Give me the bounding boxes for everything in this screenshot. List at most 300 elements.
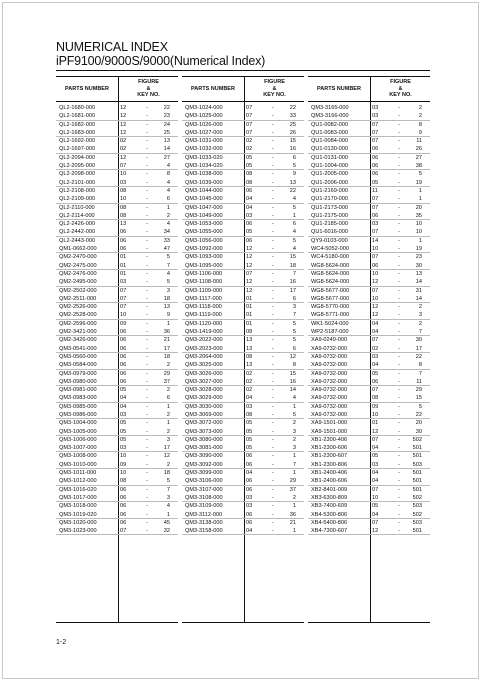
key-number-cell: 29 xyxy=(163,370,170,377)
part-number-cell: WG8-5624-000 xyxy=(311,270,350,277)
part-number-cell: QM3-1117-000 xyxy=(185,295,222,302)
part-number-cell: WC4-5052-000 xyxy=(311,246,349,253)
table-row xyxy=(308,311,430,319)
part-number-cell: QM3-1093-000 xyxy=(185,254,223,261)
figure-number-cell: 01 xyxy=(246,312,253,319)
table-row xyxy=(308,411,430,419)
separator-dash: - xyxy=(146,320,148,327)
figure-number-cell: 06 xyxy=(120,337,127,344)
part-number-cell: WG8-5770-000 xyxy=(311,304,350,311)
key-number-cell: 5 xyxy=(418,403,422,410)
figure-number-cell: 07 xyxy=(372,287,379,294)
key-number-cell: 5 xyxy=(292,320,296,327)
table-row xyxy=(56,361,178,369)
table-row xyxy=(182,187,304,195)
part-number-cell: QM3-0560-000 xyxy=(59,353,97,360)
part-number-cell: QL2-1697-000 xyxy=(59,146,96,153)
key-number-cell: 2 xyxy=(166,387,170,394)
figure-key-header xyxy=(371,77,430,101)
table-row xyxy=(308,162,430,170)
key-number-cell: 38 xyxy=(415,163,422,170)
separator-dash: - xyxy=(398,403,400,410)
figure-number-cell: 10 xyxy=(372,494,379,501)
figure-number-cell: 07 xyxy=(120,163,127,170)
key-number-cell: 34 xyxy=(163,229,170,236)
key-no-header-line: KEY NO. xyxy=(137,92,160,99)
separator-dash: - xyxy=(146,445,148,452)
table-row xyxy=(308,220,430,228)
table-row xyxy=(182,311,304,319)
separator-dash: - xyxy=(272,312,274,319)
table-row xyxy=(56,287,178,295)
table-row xyxy=(308,361,430,369)
part-number-cell: QM3-3027-000 xyxy=(185,378,223,385)
key-number-cell: 3 xyxy=(166,494,170,501)
table-row xyxy=(182,112,304,120)
separator-dash: - xyxy=(398,295,400,302)
key-number-cell: 37 xyxy=(163,378,170,385)
key-number-cell: 1 xyxy=(292,470,296,477)
part-number-cell: QL2-2114-000 xyxy=(59,212,95,219)
figure-number-cell: 07 xyxy=(372,337,379,344)
figure-number-cell: 03 xyxy=(246,494,253,501)
part-number-cell: QU1-2169-000 xyxy=(311,187,349,194)
figure-number-cell: 04 xyxy=(246,470,253,477)
key-number-cell: 19 xyxy=(415,179,422,186)
table-row xyxy=(182,320,304,328)
part-number-cell: XB1-2300-607 xyxy=(311,453,348,460)
key-number-cell: 6 xyxy=(292,295,296,302)
figure-number-cell: 05 xyxy=(120,420,127,427)
figure-key-header xyxy=(245,77,304,101)
figure-number-cell: 03 xyxy=(372,353,379,360)
table-row xyxy=(308,461,430,469)
part-number-cell: QM3-0979-000 xyxy=(59,370,97,377)
key-number-cell: 18 xyxy=(163,295,170,302)
separator-dash: - xyxy=(272,511,274,518)
separator-dash: - xyxy=(272,196,274,203)
part-number-cell: QL2-2109-000 xyxy=(59,196,96,203)
table-row xyxy=(56,403,178,411)
separator-dash: - xyxy=(272,387,274,394)
table-row xyxy=(56,245,178,253)
figure-number-cell: 06 xyxy=(120,370,127,377)
key-number-cell: 6 xyxy=(292,154,296,161)
table-row xyxy=(182,411,304,419)
figure-number-cell: 07 xyxy=(120,528,127,535)
key-number-cell: 10 xyxy=(415,221,422,228)
separator-dash: - xyxy=(272,486,274,493)
part-number-cell: QM2-3421-000 xyxy=(59,329,97,336)
key-number-cell: 501 xyxy=(412,478,422,485)
part-number-cell: QM3-1023-000 xyxy=(59,528,97,535)
page-subtitle: iPF9100/9000S/9000(Numerical Index) xyxy=(56,54,266,68)
separator-dash: - xyxy=(398,229,400,236)
part-number-cell: QL2-2110-000 xyxy=(59,204,95,211)
key-number-cell: 5 xyxy=(292,411,296,418)
table-row xyxy=(56,502,178,510)
figure-number-cell: 10 xyxy=(120,171,127,178)
table-row xyxy=(56,370,178,378)
table-row xyxy=(308,253,430,261)
separator-dash: - xyxy=(272,362,274,369)
separator-dash: - xyxy=(398,154,400,161)
table-row xyxy=(182,179,304,187)
figure-number-cell: 06 xyxy=(372,163,379,170)
part-number-cell: QM3-0980-000 xyxy=(59,378,97,385)
key-number-cell: 9 xyxy=(292,171,296,178)
separator-dash: - xyxy=(146,312,148,319)
part-number-cell: QM3-1120-000 xyxy=(185,320,223,327)
part-number-cell: QM3-1032-000 xyxy=(185,146,223,153)
part-number-cell: QM3-3158-000 xyxy=(185,528,223,535)
table-row xyxy=(308,129,430,137)
part-number-cell: WK1-5024-000 xyxy=(311,320,349,327)
figure-number-cell: 12 xyxy=(246,287,253,294)
figure-number-cell: 04 xyxy=(372,478,379,485)
figure-number-cell: 01 xyxy=(120,262,127,269)
table-row xyxy=(308,353,430,361)
separator-dash: - xyxy=(398,503,400,510)
separator-dash: - xyxy=(272,445,274,452)
separator-dash: - xyxy=(272,287,274,294)
figure-number-cell: 08 xyxy=(246,171,253,178)
figure-number-cell: 04 xyxy=(246,196,253,203)
figure-number-cell: 03 xyxy=(120,179,127,186)
part-number-cell: XA9-1501-000 xyxy=(311,420,348,427)
separator-dash: - xyxy=(398,519,400,526)
part-number-cell: QM3-1012-000 xyxy=(59,478,97,485)
figure-number-cell: 02 xyxy=(120,138,127,145)
separator-dash: - xyxy=(272,428,274,435)
figure-number-cell: 04 xyxy=(246,528,253,535)
key-number-cell: 14 xyxy=(415,279,422,286)
table-row xyxy=(56,137,178,145)
key-number-cell: 45 xyxy=(163,519,170,526)
figure-number-cell: 02 xyxy=(372,345,379,352)
figure-number-cell: 12 xyxy=(120,121,127,128)
key-number-cell: 2 xyxy=(166,411,170,418)
table-row xyxy=(182,336,304,344)
part-number-cell: QU1-1004-000 xyxy=(311,163,349,170)
key-number-cell: 4 xyxy=(166,163,170,170)
key-number-cell: 503 xyxy=(412,461,422,468)
table-row xyxy=(308,477,430,485)
key-number-cell: 17 xyxy=(415,345,422,352)
key-number-cell: 23 xyxy=(415,254,422,261)
part-number-cell: QL2-2426-000 xyxy=(59,221,96,228)
separator-dash: - xyxy=(272,254,274,261)
figure-number-cell: 07 xyxy=(246,129,253,136)
key-number-cell: 501 xyxy=(412,445,422,452)
figure-number-cell: 04 xyxy=(372,320,379,327)
part-number-cell: QM3-1026-000 xyxy=(185,121,223,128)
part-number-cell: QM3-3099-000 xyxy=(185,470,223,477)
key-number-cell: 8 xyxy=(418,362,422,369)
figure-number-cell: 04 xyxy=(120,403,127,410)
figure-number-cell: 07 xyxy=(372,204,379,211)
table-row xyxy=(182,519,304,527)
page-title: NUMERICAL INDEX xyxy=(56,40,168,54)
figure-number-cell: 06 xyxy=(120,329,127,336)
key-number-cell: 1 xyxy=(166,511,170,518)
separator-dash: - xyxy=(272,221,274,228)
figure-number-cell: 06 xyxy=(372,146,379,153)
table-row xyxy=(56,419,178,427)
key-number-cell: 7 xyxy=(166,486,170,493)
part-number-cell: QM2-2528-000 xyxy=(59,312,97,319)
separator-dash: - xyxy=(146,378,148,385)
separator-dash: - xyxy=(272,229,274,236)
key-number-cell: 9 xyxy=(418,129,422,136)
separator-dash: - xyxy=(146,154,148,161)
separator-dash: - xyxy=(146,395,148,402)
table-row xyxy=(308,303,430,311)
key-number-cell: 5 xyxy=(166,254,170,261)
table-row xyxy=(56,162,178,170)
figure-number-cell: 12 xyxy=(120,154,127,161)
figure-number-cell: 05 xyxy=(372,503,379,510)
part-number-cell: XA9-0732-000 xyxy=(311,387,348,394)
figure-number-cell: 01 xyxy=(246,320,253,327)
separator-dash: - xyxy=(398,187,400,194)
table-row xyxy=(56,511,178,519)
part-number-cell: QM2-2475-000 xyxy=(59,262,97,269)
table-row xyxy=(182,129,304,137)
table-row xyxy=(308,527,430,535)
table-row xyxy=(182,303,304,311)
figure-number-cell: 06 xyxy=(372,262,379,269)
separator-dash: - xyxy=(398,436,400,443)
figure-number-cell: 06 xyxy=(120,246,127,253)
figure-number-cell: 05 xyxy=(372,370,379,377)
key-number-cell: 2 xyxy=(418,105,422,111)
key-number-cell: 5 xyxy=(292,237,296,244)
table-row xyxy=(56,303,178,311)
figure-number-cell: 06 xyxy=(120,237,127,244)
figure-number-cell: 05 xyxy=(246,163,253,170)
key-number-cell: 4 xyxy=(292,229,296,236)
table-row xyxy=(308,511,430,519)
separator-dash: - xyxy=(272,453,274,460)
part-number-cell: QM3-1056-000 xyxy=(185,237,223,244)
key-number-cell: 26 xyxy=(289,129,296,136)
figure-number-cell: 03 xyxy=(120,445,127,452)
separator-dash: - xyxy=(146,337,148,344)
parts-number-header: PARTS NUMBER xyxy=(65,86,109,92)
figure-number-cell: 10 xyxy=(120,312,127,319)
separator-dash: - xyxy=(272,279,274,286)
key-number-cell: 11 xyxy=(416,378,422,385)
part-number-cell: QM3-1031-000 xyxy=(185,138,223,145)
separator-dash: - xyxy=(398,113,400,120)
separator-dash: - xyxy=(398,304,400,311)
table-row xyxy=(308,428,430,436)
separator-dash: - xyxy=(146,221,148,228)
figure-number-cell: 05 xyxy=(246,420,253,427)
key-number-cell: 8 xyxy=(418,121,422,128)
parts-table-1 xyxy=(56,76,178,623)
part-number-cell: QM3-3090-000 xyxy=(185,453,223,460)
table-row xyxy=(56,253,178,261)
key-number-cell: 27 xyxy=(415,154,422,161)
separator-dash: - xyxy=(272,337,274,344)
key-number-cell: 501 xyxy=(412,470,422,477)
part-number-cell: QM3-1095-000 xyxy=(185,262,223,269)
key-number-cell: 4 xyxy=(292,246,296,253)
parts-number-header: PARTS NUMBER xyxy=(191,86,235,92)
figure-number-cell: 13 xyxy=(246,337,253,344)
table-row xyxy=(182,204,304,212)
table-row xyxy=(56,469,178,477)
key-number-cell: 22 xyxy=(289,187,296,194)
figure-number-cell: 07 xyxy=(372,254,379,261)
figure-number-cell: 05 xyxy=(246,436,253,443)
part-number-cell: QM2-2502-000 xyxy=(59,287,97,294)
key-number-cell: 5 xyxy=(418,171,422,178)
table-row xyxy=(308,336,430,344)
figure-header-line: FIGURE xyxy=(264,79,285,86)
key-number-cell: 7 xyxy=(292,461,296,468)
part-number-cell: QU1-0131-000 xyxy=(311,154,349,161)
separator-dash: - xyxy=(398,494,400,501)
figure-number-cell: 05 xyxy=(246,445,253,452)
figure-number-cell: 08 xyxy=(120,478,127,485)
figure-number-cell: 07 xyxy=(246,105,253,111)
key-number-cell: 4 xyxy=(166,179,170,186)
separator-dash: - xyxy=(146,461,148,468)
table-row xyxy=(56,378,178,386)
part-number-cell: QL2-1681-000 xyxy=(59,113,96,120)
table-row xyxy=(182,486,304,494)
figure-number-cell: 08 xyxy=(372,395,379,402)
figure-number-cell: 02 xyxy=(246,138,253,145)
figure-number-cell: 06 xyxy=(120,229,127,236)
table-row xyxy=(182,220,304,228)
table-row xyxy=(56,278,178,286)
separator-dash: - xyxy=(146,345,148,352)
title-rule xyxy=(56,70,430,71)
separator-dash: - xyxy=(146,494,148,501)
separator-dash: - xyxy=(398,287,400,294)
table-row xyxy=(182,121,304,129)
part-number-cell: QM3-1005-000 xyxy=(59,428,97,435)
part-number-cell: QM2-2495-000 xyxy=(59,279,97,286)
separator-dash: - xyxy=(146,121,148,128)
figure-number-cell: 07 xyxy=(372,229,379,236)
separator-dash: - xyxy=(398,395,400,402)
figure-number-cell: 06 xyxy=(372,212,379,219)
figure-number-cell: 04 xyxy=(372,470,379,477)
figure-number-cell: 13 xyxy=(246,345,253,352)
key-number-cell: 13 xyxy=(163,138,170,145)
separator-dash: - xyxy=(146,428,148,435)
key-number-cell: 5 xyxy=(166,478,170,485)
figure-number-cell: 02 xyxy=(246,378,253,385)
part-number-cell: QM3-1034-020 xyxy=(185,163,223,170)
key-number-cell: 22 xyxy=(163,105,170,111)
separator-dash: - xyxy=(272,478,274,485)
figure-number-cell: 07 xyxy=(372,138,379,145)
table-row xyxy=(56,444,178,452)
separator-dash: - xyxy=(146,171,148,178)
key-number-cell: 20 xyxy=(415,204,422,211)
part-number-cell: XA9-0249-000 xyxy=(311,337,348,344)
separator-dash: - xyxy=(272,461,274,468)
part-number-cell: XA9-1501-000 xyxy=(311,428,348,435)
figure-number-cell: 06 xyxy=(246,221,253,228)
separator-dash: - xyxy=(272,246,274,253)
key-number-cell: 1 xyxy=(166,403,170,410)
separator-dash: - xyxy=(398,445,400,452)
table-row xyxy=(308,270,430,278)
figure-number-cell: 10 xyxy=(372,295,379,302)
key-number-cell: 5 xyxy=(292,337,296,344)
part-number-cell: QM3-1092-000 xyxy=(185,246,223,253)
table-row xyxy=(308,378,430,386)
parts-index-tables xyxy=(56,76,430,621)
separator-dash: - xyxy=(272,262,274,269)
separator-dash: - xyxy=(272,403,274,410)
figure-number-cell: 12 xyxy=(246,279,253,286)
part-number-cell: QL2-1680-000 xyxy=(59,105,96,111)
figure-number-cell: 01 xyxy=(246,295,253,302)
part-number-cell: QM3-0541-000 xyxy=(59,345,97,352)
part-number-cell: QM3-3030-000 xyxy=(185,403,223,410)
table-row xyxy=(308,104,430,112)
separator-dash: - xyxy=(398,279,400,286)
part-number-cell: XB3-7400-609 xyxy=(311,503,348,510)
key-number-cell: 27 xyxy=(163,154,170,161)
figure-number-cell: 07 xyxy=(372,436,379,443)
key-number-cell: 2 xyxy=(166,362,170,369)
table-row xyxy=(182,262,304,270)
figure-number-cell: 07 xyxy=(246,270,253,277)
separator-dash: - xyxy=(398,312,400,319)
table-row xyxy=(56,145,178,153)
part-number-cell: QM2-2470-000 xyxy=(59,254,97,261)
table-row xyxy=(182,162,304,170)
key-number-cell: 19 xyxy=(415,246,422,253)
part-number-cell: QM3-3165-000 xyxy=(311,105,349,111)
table-row xyxy=(308,519,430,527)
figure-number-cell: 06 xyxy=(246,478,253,485)
table-row xyxy=(182,270,304,278)
part-number-cell: QU1-2173-000 xyxy=(311,204,349,211)
figure-number-cell: 06 xyxy=(246,453,253,460)
table-row xyxy=(308,394,430,402)
figure-number-cell: 07 xyxy=(246,113,253,120)
separator-dash: - xyxy=(146,295,148,302)
key-number-cell: 21 xyxy=(289,519,296,526)
figure-number-cell: 14 xyxy=(372,237,379,244)
part-number-cell: XB1-2400-606 xyxy=(311,478,348,485)
key-number-cell: 15 xyxy=(289,138,296,145)
key-number-cell: 502 xyxy=(412,494,422,501)
part-number-cell: XA9-0732-000 xyxy=(311,403,348,410)
part-number-cell: QM2-2596-000 xyxy=(59,320,97,327)
table-row xyxy=(56,394,178,402)
key-number-cell: 5 xyxy=(292,329,296,336)
figure-number-cell: 12 xyxy=(246,246,253,253)
key-number-cell: 33 xyxy=(163,237,170,244)
table-row xyxy=(308,469,430,477)
table-row xyxy=(308,328,430,336)
part-number-cell: XA9-0732-000 xyxy=(311,378,348,385)
table-row xyxy=(182,494,304,502)
figure-number-cell: 10 xyxy=(372,411,379,418)
separator-dash: - xyxy=(146,113,148,120)
